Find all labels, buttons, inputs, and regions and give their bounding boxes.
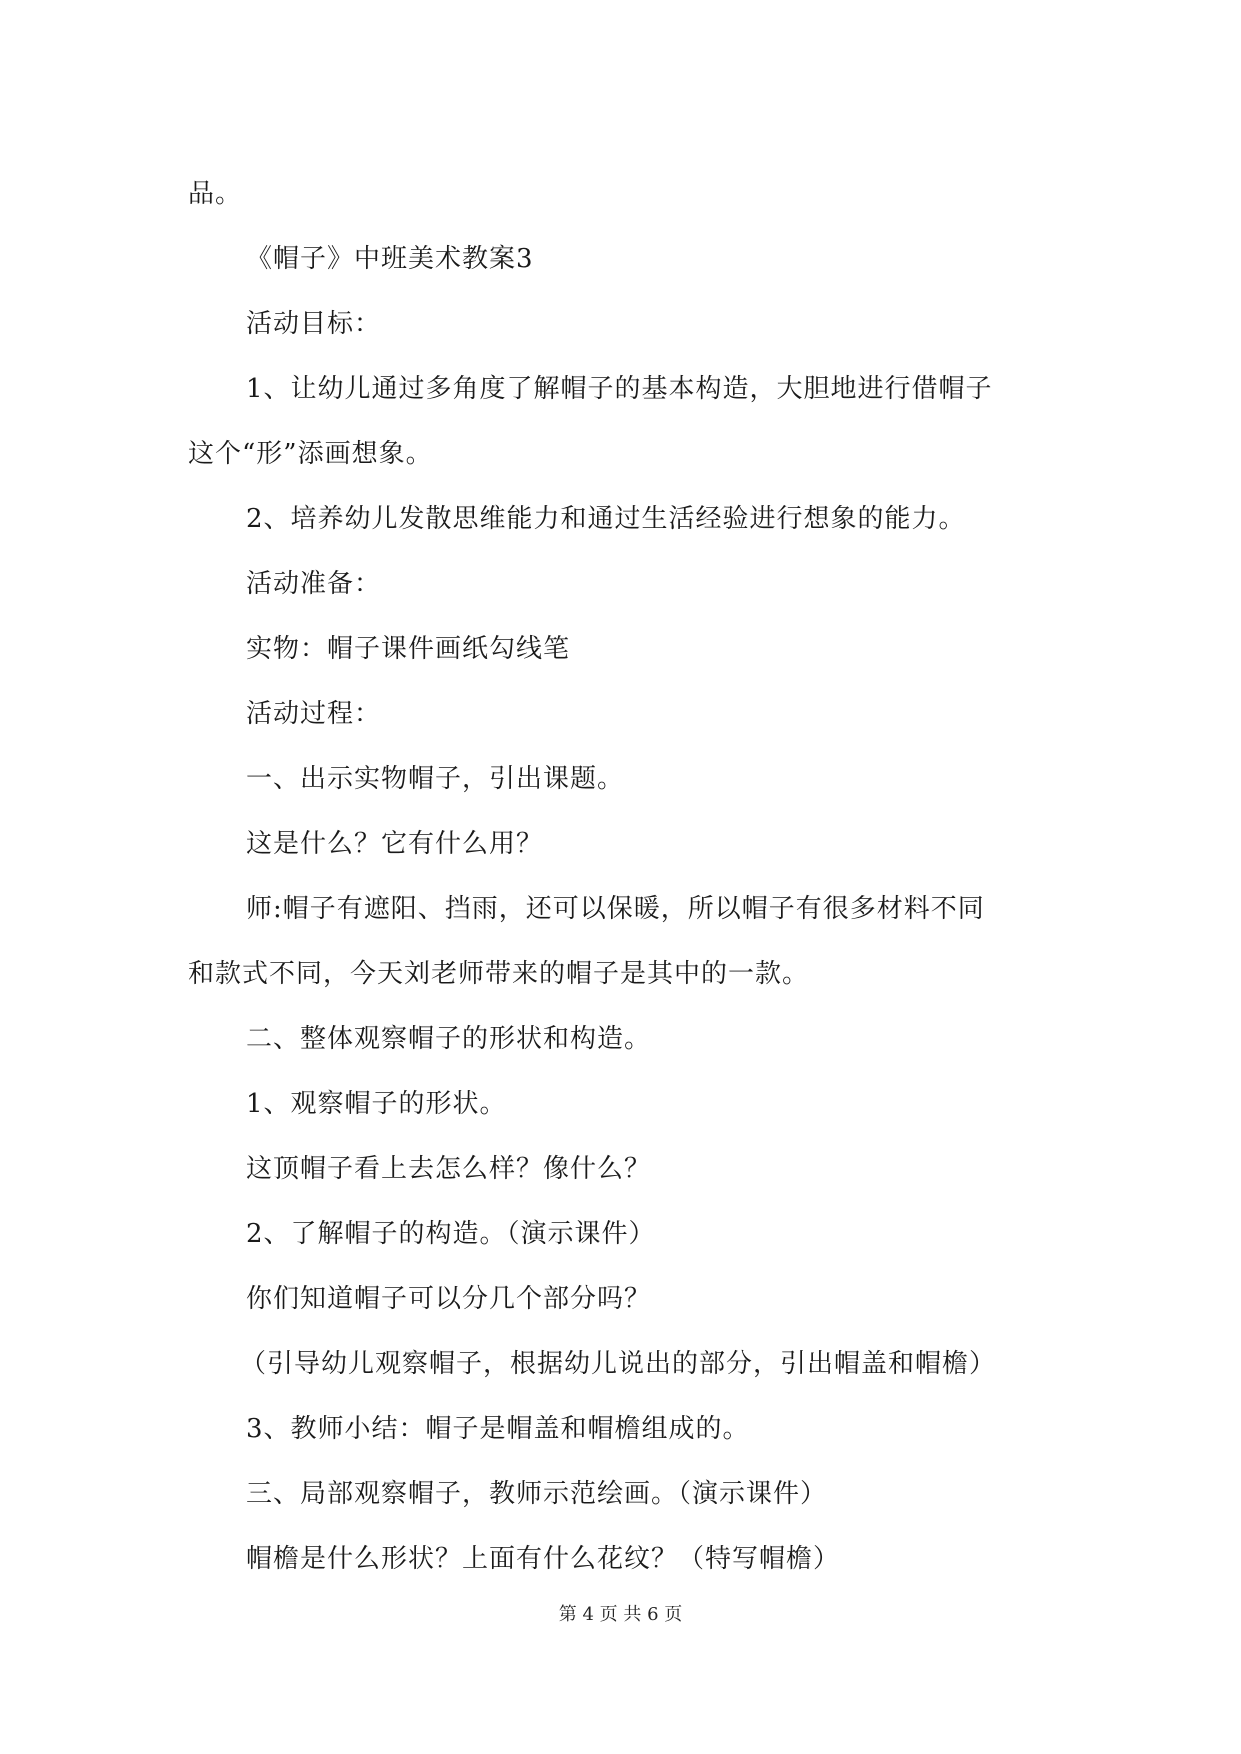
step-2-question-2: 你们知道帽子可以分几个部分吗？ xyxy=(246,1284,652,1314)
step-3-question: 帽檐是什么形状？上面有什么花纹？（特写帽檐） xyxy=(246,1544,841,1574)
goal-2: 2、培养幼儿发散思维能力和通过生活经验进行想象的能力。 xyxy=(246,504,966,534)
step-1-question: 这是什么？它有什么用？ xyxy=(246,829,544,859)
goal-1-line-1: 1、让幼儿通过多角度了解帽子的基本构造，大胆地进行借帽子 xyxy=(246,374,993,404)
document-body xyxy=(188,162,1068,1592)
step-2-summary: 3、教师小结：帽子是帽盖和帽檐组成的。 xyxy=(246,1414,750,1444)
heading-activity-goals: 活动目标： xyxy=(246,309,382,339)
page-footer: 第 4 页 共 6 页 xyxy=(558,1604,683,1625)
heading-activity-process: 活动过程： xyxy=(246,699,382,729)
step-3-title: 三、局部观察帽子，教师示范绘画。（演示课件） xyxy=(246,1479,828,1509)
teacher-line-1: 师:帽子有遮阳、挡雨，还可以保暖，所以帽子有很多材料不同 xyxy=(246,894,985,924)
heading-activity-preparation: 活动准备： xyxy=(246,569,382,599)
step-2-item-2: 2、了解帽子的构造。（演示课件） xyxy=(246,1219,656,1249)
step-2-guidance: （引导幼儿观察帽子，根据幼儿说出的部分，引出帽盖和帽檐） xyxy=(240,1349,997,1379)
text-line-continuation: 品。 xyxy=(188,179,243,209)
step-2-item-1: 1、观察帽子的形状。 xyxy=(246,1089,507,1119)
step-2-question-1: 这顶帽子看上去怎么样？像什么？ xyxy=(246,1154,652,1184)
preparation-materials: 实物：帽子课件画纸勾线笔 xyxy=(246,634,571,664)
goal-1-line-2: 这个“形”添画想象。 xyxy=(188,439,433,469)
section-title: 《帽子》中班美术教案3 xyxy=(246,244,534,274)
teacher-line-2: 和款式不同，今天刘老师带来的帽子是其中的一款。 xyxy=(188,959,810,989)
step-1-title: 一、出示实物帽子，引出课题。 xyxy=(246,764,625,794)
step-2-title: 二、整体观察帽子的形状和构造。 xyxy=(246,1024,652,1054)
